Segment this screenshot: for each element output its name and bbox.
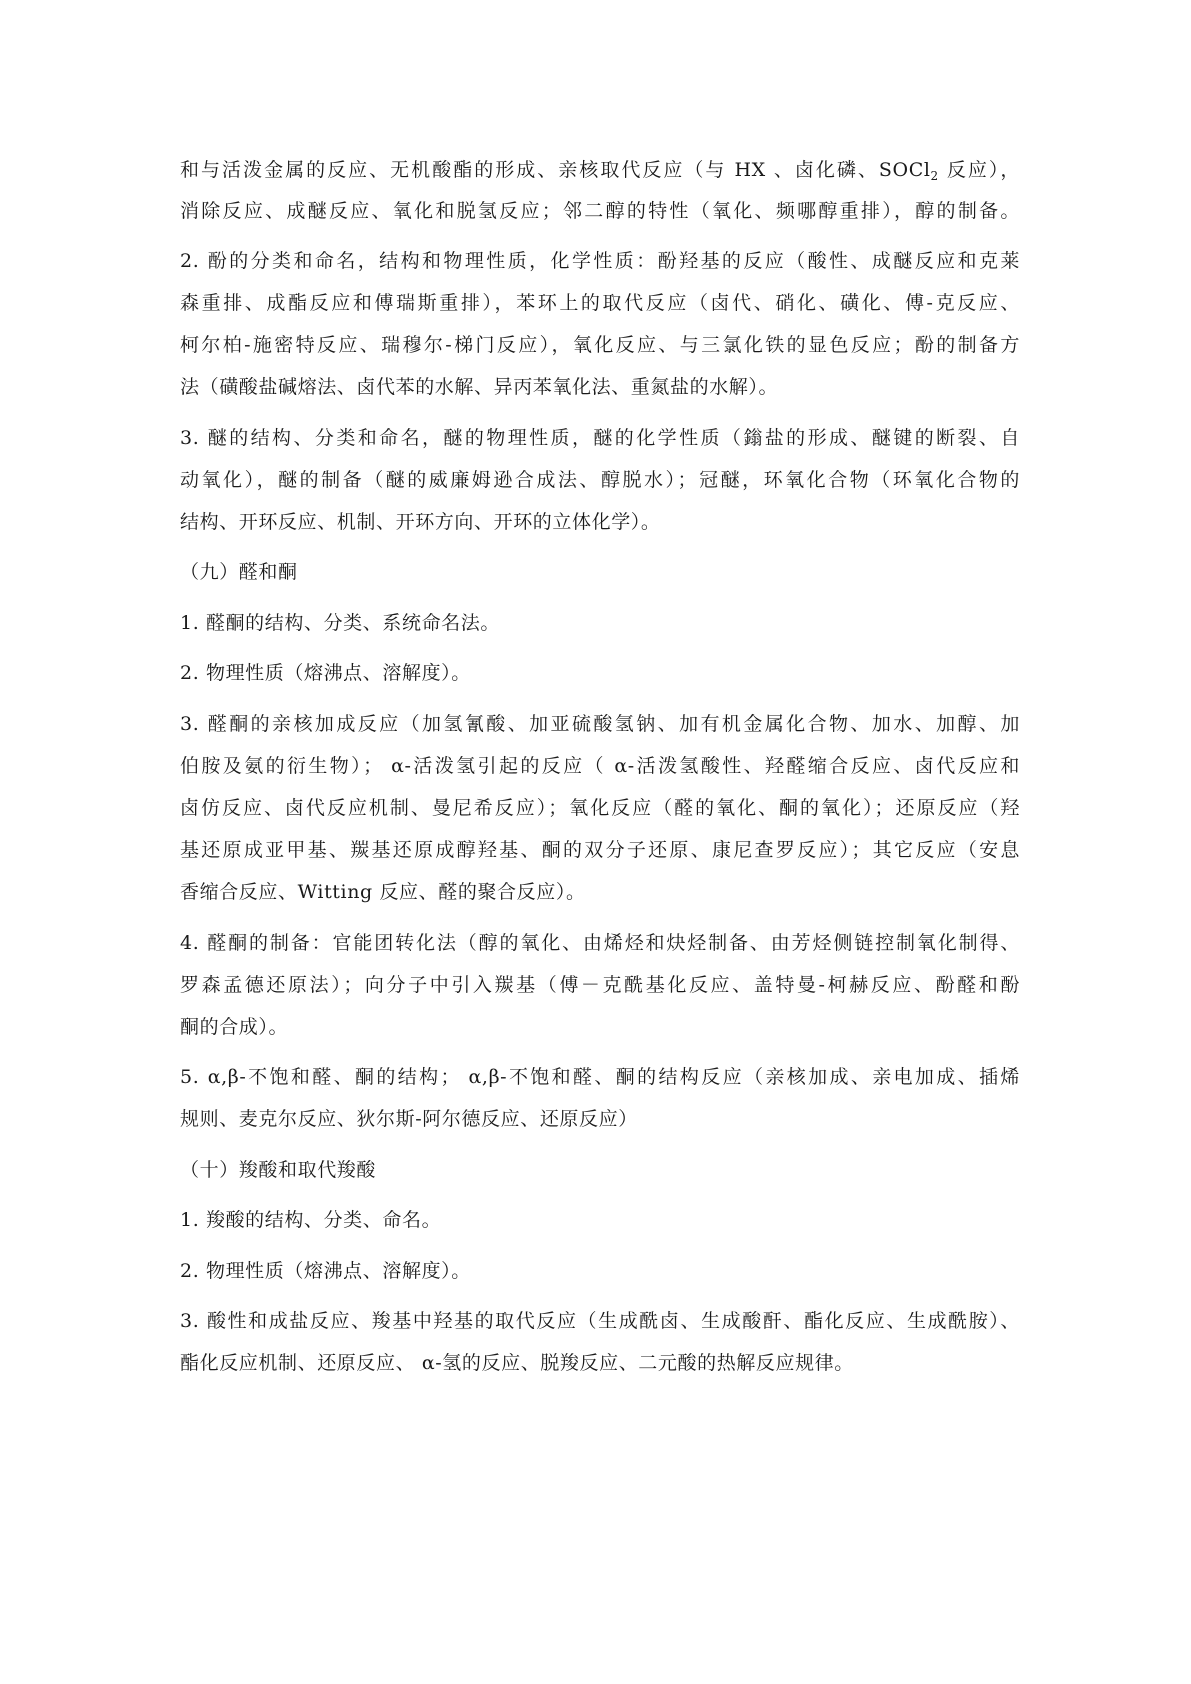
text-line-17: 香缩合反应、Witting 反应、醛的聚合反应）。 — [180, 881, 586, 903]
text-line-12: 2. 物理性质（熔沸点、溶解度）。 — [180, 662, 471, 684]
text-line-26: 3. 酸性和成盐反应、羧基中羟基的取代反应（生成酰卤、生成酸酐、酯化反应、生成酰胺）、 — [180, 1310, 1020, 1332]
text-line-21: 5. α,β-不饱和醛、酮的结构； α,β-不饱和醛、酮的结构反应（亲核加成、亲电加成、插烯 — [180, 1066, 1020, 1088]
text-line-4: 森重排、成酯反应和傅瑞斯重排），苯环上的取代反应（卤代、硝化、磺化、傅-克反应、 — [180, 292, 1020, 314]
text-line-14: 伯胺及氨的衍生物）； α-活泼氢引起的反应（ α-活泼氢酸性、羟醛缩合反应、卤代反应和 — [180, 755, 1020, 777]
text-line-19: 罗森孟德还原法）；向分子中引入羰基（傅－克酰基化反应、盖特曼-柯赫反应、酚醛和酚 — [180, 974, 1020, 996]
text-line-16: 基还原成亚甲基、羰基还原成醇羟基、酮的双分子还原、康尼查罗反应）；其它反应（安息 — [180, 839, 1020, 861]
text-line-5: 柯尔柏-施密特反应、瑞穆尔-梯门反应），氧化反应、与三氯化铁的显色反应；酚的制备方 — [180, 334, 1020, 356]
text-line-13: 3. 醛酮的亲核加成反应（加氢氰酸、加亚硫酸氢钠、加有机金属化合物、加水、加醇、加 — [180, 713, 1020, 735]
text-line-8: 动氧化），醚的制备（醚的威廉姆逊合成法、醇脱水）；冠醚，环氧化合物（环氧化合物的 — [180, 469, 1020, 491]
text-line-2: 消除反应、成醚反应、氧化和脱氢反应；邻二醇的特性（氧化、频哪醇重排），醇的制备。 — [180, 200, 1020, 222]
text-line-18: 4. 醛酮的制备：官能团转化法（醇的氧化、由烯烃和炔烃制备、由芳烃侧链控制氧化制得、 — [180, 932, 1020, 954]
text-line-15: 卤仿反应、卤代反应机制、曼尼希反应）；氧化反应（醛的氧化、酮的氧化）；还原反应（羟 — [180, 797, 1020, 819]
text-line-6: 法（磺酸盐碱熔法、卤代苯的水解、异丙苯氧化法、重氮盐的水解）。 — [180, 376, 779, 398]
section-heading-9: （九）醛和酮 — [180, 561, 298, 583]
text-line-25: 2. 物理性质（熔沸点、溶解度）。 — [180, 1260, 471, 1282]
text-line-27: 酯化反应机制、还原反应、 α-氢的反应、脱羧反应、二元酸的热解反应规律。 — [180, 1352, 854, 1374]
text-line-24: 1. 羧酸的结构、分类、命名。 — [180, 1209, 442, 1231]
text-line-11: 1. 醛酮的结构、分类、系统命名法。 — [180, 612, 500, 634]
section-heading-10: （十）羧酸和取代羧酸 — [180, 1159, 377, 1181]
text-line-20: 酮的合成）。 — [180, 1016, 289, 1038]
text-line-22: 规则、麦克尔反应、狄尔斯-阿尔德反应、还原反应） — [180, 1108, 638, 1130]
text-line-9: 结构、开环反应、机制、开环方向、开环的立体化学）。 — [180, 511, 661, 533]
text-line-3: 2. 酚的分类和命名，结构和物理性质，化学性质：酚羟基的反应（酸性、成醚反应和克莱 — [180, 250, 1020, 272]
text-line-7: 3. 醚的结构、分类和命名，醚的物理性质，醚的化学性质（鎓盐的形成、醚键的断裂、自 — [180, 427, 1020, 449]
text-line-1: 和与活泼金属的反应、无机酸酯的形成、亲核取代反应（与 HX 、卤化磷、SOCl$_2$ 反应）， — [180, 159, 1020, 183]
